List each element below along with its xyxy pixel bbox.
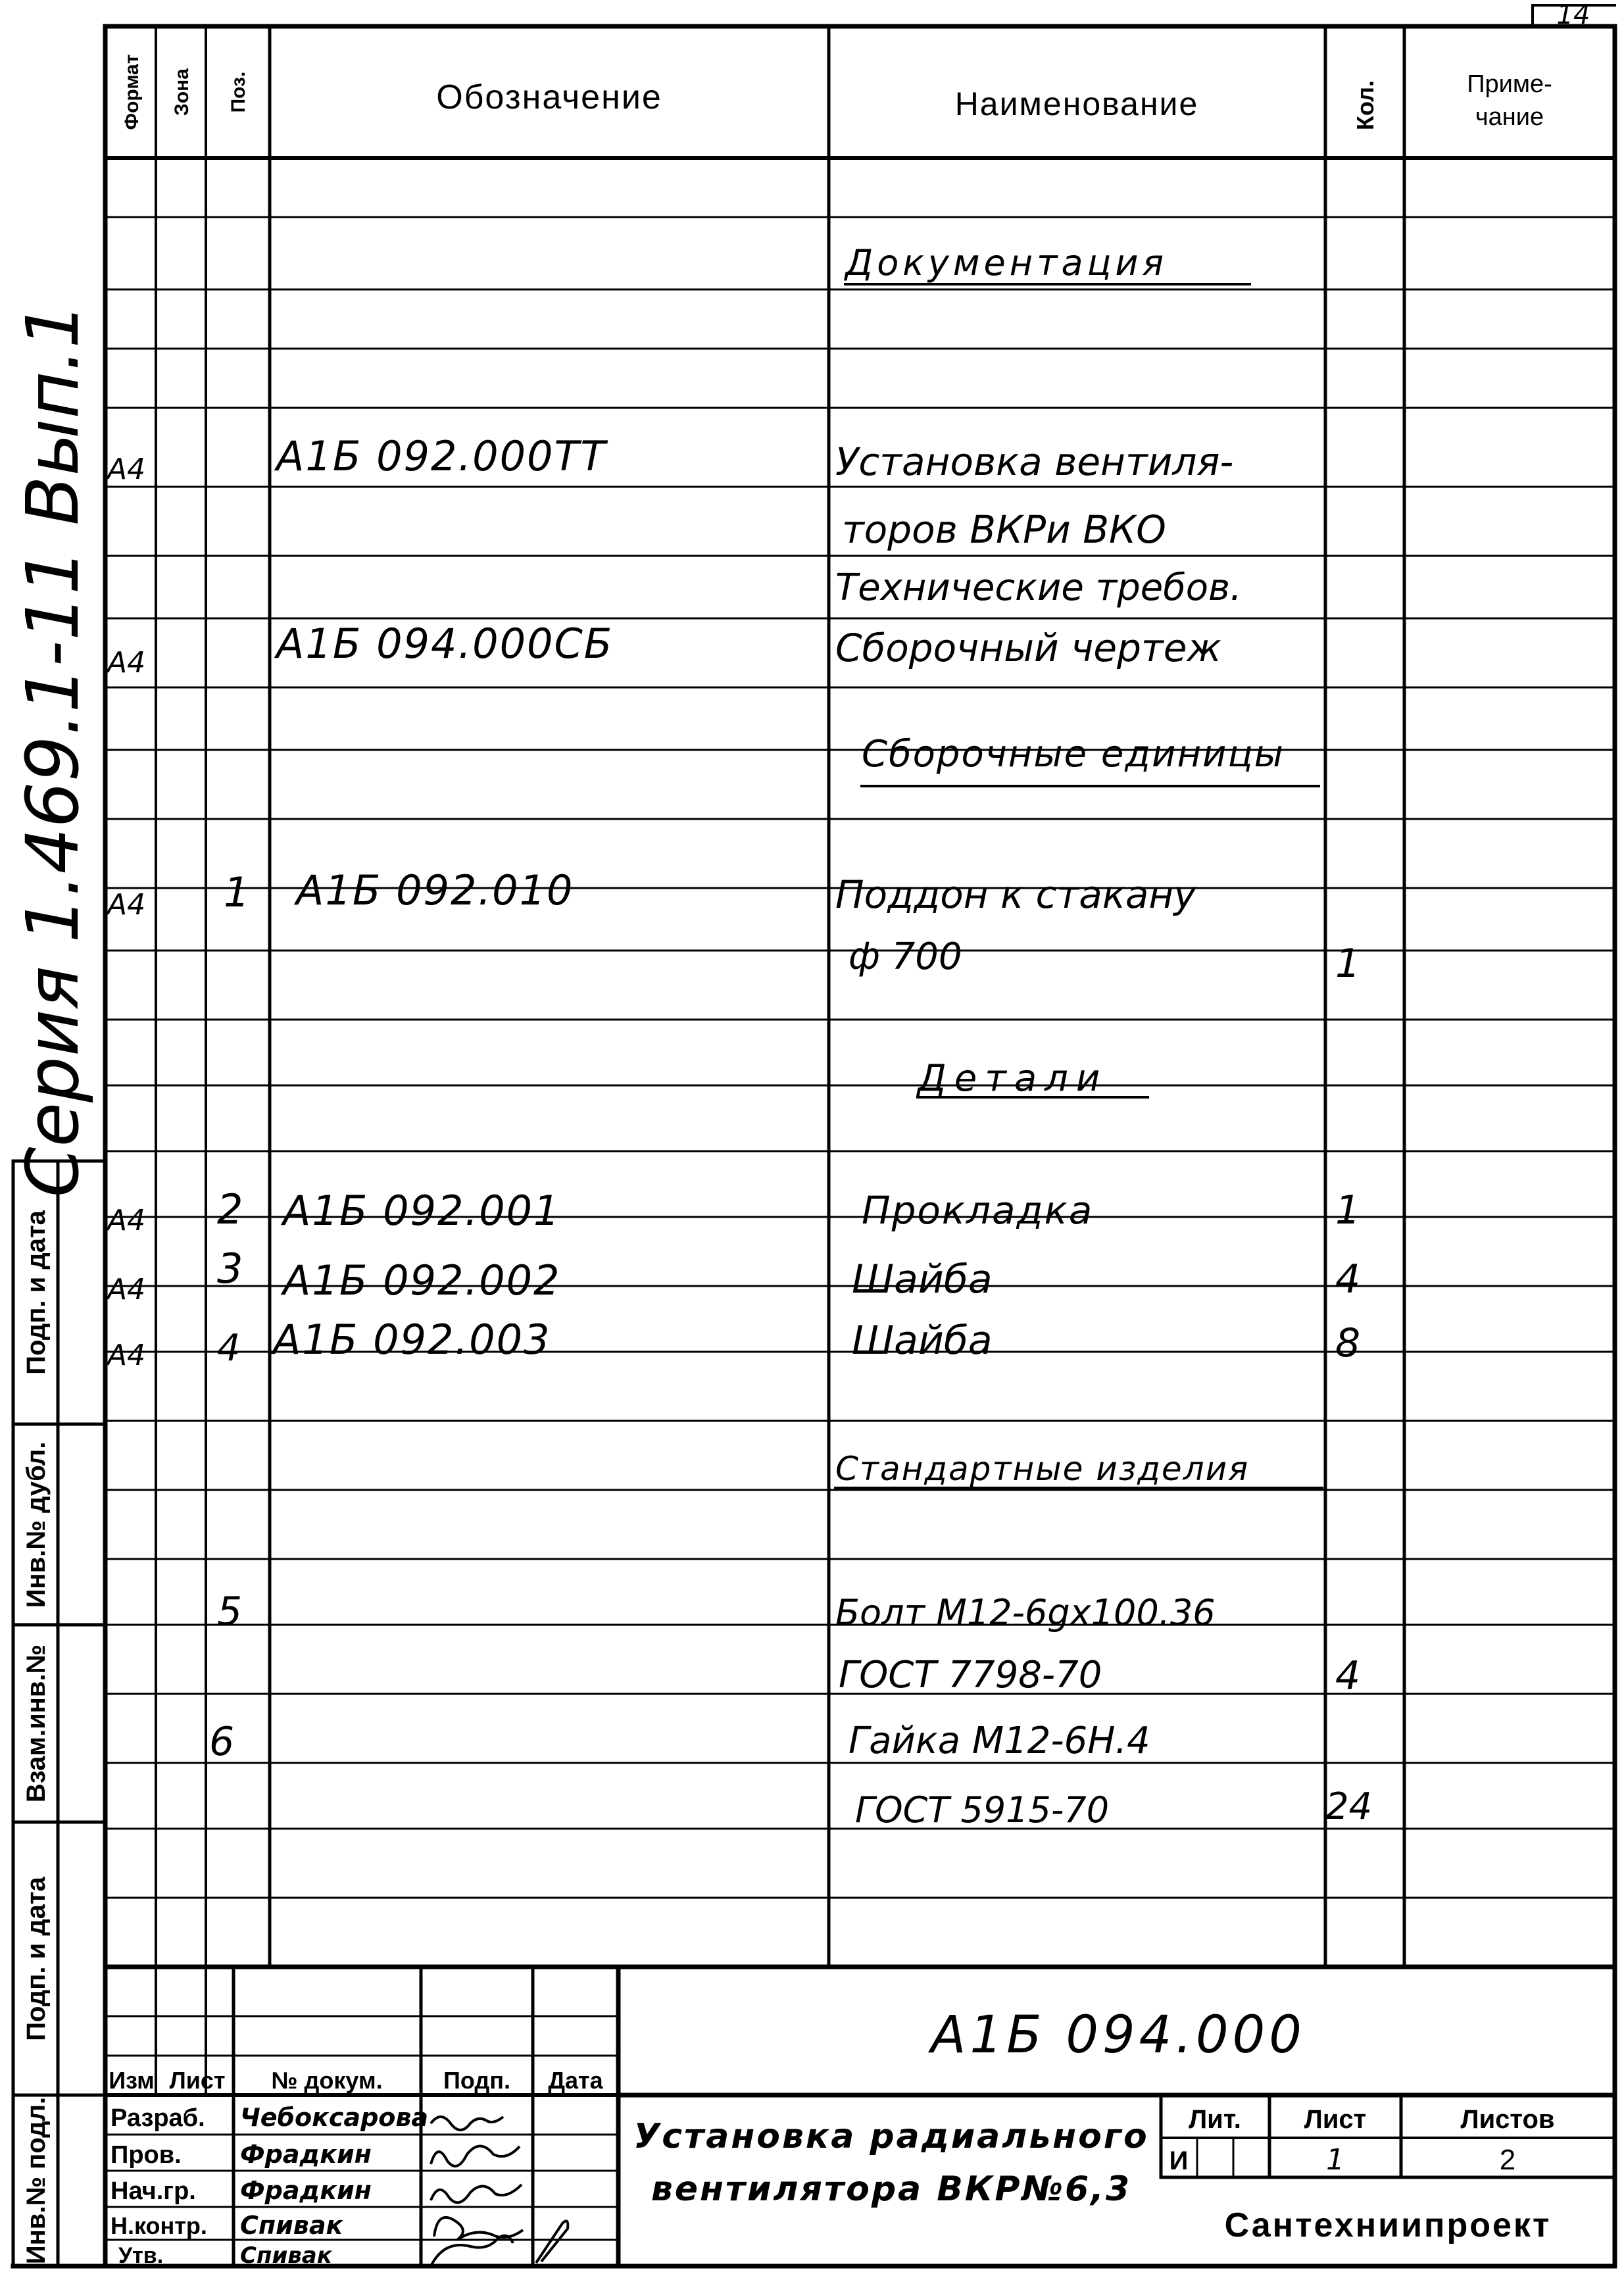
row-name-line3: Технические требов. <box>835 566 1242 609</box>
header-name: Наименование <box>954 86 1199 122</box>
row-name: Прокладка <box>862 1188 1094 1233</box>
sheets-value: 2 <box>1499 2144 1516 2176</box>
header-note-line1: Приме- <box>1467 70 1552 98</box>
section-parts: Детали <box>918 1057 1108 1100</box>
row-pos: 5 <box>217 1589 243 1635</box>
row-name-line1: Поддон к стакану <box>835 872 1196 917</box>
sheet-label: Лист <box>1304 2105 1367 2134</box>
section-standard-items: Стандартные изделия <box>835 1450 1250 1488</box>
title-block <box>105 1967 1615 2269</box>
row-format: А4 <box>107 646 146 680</box>
sheet-frame <box>13 5 1615 2266</box>
table-row-7 <box>217 1589 1360 1699</box>
binding-field-replacement-inv: Взам.инв.№ <box>22 1644 51 1803</box>
signature-group-head <box>431 2185 522 2202</box>
header-format: Формат <box>121 54 143 130</box>
header-zone: Зона <box>171 68 193 116</box>
row-name: Шайба <box>852 1256 993 1302</box>
header-note-line2: чание <box>1475 103 1544 131</box>
signature-checker <box>431 2146 520 2167</box>
document-code: А1Б 094.000 <box>931 2006 1306 2065</box>
signature-developer <box>431 2117 503 2130</box>
binding-field-original-inv: Инв.№ подл. <box>22 2096 51 2265</box>
table-row-8 <box>209 1719 1372 1831</box>
section-assembly-units: Сборочные единицы <box>862 733 1285 776</box>
row-pos: 2 <box>217 1185 243 1233</box>
row-qty: 24 <box>1325 1785 1373 1828</box>
sheet-number: 14 <box>1556 0 1590 30</box>
header-pos: Поз. <box>228 71 249 113</box>
lit-label: Лит. <box>1189 2105 1241 2134</box>
table-row-5 <box>105 1245 1360 1306</box>
row-format: А4 <box>107 1273 146 1306</box>
col-list: Лист <box>169 2067 226 2094</box>
row-format: А4 <box>107 453 146 486</box>
series-note: Серия 1.469.1-11 Вып.1 <box>11 302 95 1198</box>
row-pos: 1 <box>224 868 250 916</box>
binding-field-duplicate-inv: Инв.№ дубл. <box>22 1441 51 1608</box>
row-name-line1: Болт М12-6gх100.36 <box>835 1592 1216 1633</box>
row-name-line2: торов ВКРи ВКО <box>842 507 1166 552</box>
row-pos: 4 <box>217 1327 241 1370</box>
table-row-1 <box>105 432 1242 609</box>
binding-field-signature-date-2: Подп. и дата <box>22 1877 51 2041</box>
row-name: Сборочный чертеж <box>835 626 1221 670</box>
header-designation: Обозначение <box>436 78 662 116</box>
row-qty: 4 <box>1335 1256 1361 1302</box>
sheet-value: 1 <box>1326 2143 1344 2177</box>
person-approver: Спивак <box>240 2242 332 2269</box>
sheets-label: Листов <box>1460 2105 1555 2134</box>
col-izm: Изм <box>109 2067 155 2094</box>
row-pos: 3 <box>217 1245 243 1293</box>
handwritten-signatures <box>431 2117 568 2266</box>
col-signature: Подп. <box>443 2067 510 2094</box>
person-developer: Чебоксарова <box>240 2103 429 2132</box>
organization-name: Сантехниипроект <box>1224 2206 1552 2244</box>
row-name-line1: Установка вентиля- <box>835 439 1234 484</box>
row-name: Шайба <box>852 1318 993 1364</box>
role-norm-control: Н.контр. <box>111 2212 207 2239</box>
binding-field-signature-date-1: Подп. и дата <box>22 1210 51 1375</box>
row-format: А4 <box>107 1204 146 1237</box>
row-qty: 1 <box>1335 1187 1361 1233</box>
row-qty: 1 <box>1335 941 1361 987</box>
col-doc-number: № докум. <box>271 2067 383 2094</box>
signature-date-mark <box>536 2221 568 2263</box>
row-designation: А1Б 092.002 <box>283 1256 561 1304</box>
col-date: Дата <box>548 2067 603 2094</box>
table-row-2 <box>105 620 1221 680</box>
person-group-head: Фрадкин <box>240 2176 372 2205</box>
row-name-line2: ГОСТ 7798-70 <box>839 1654 1102 1696</box>
header-qty: Кол. <box>1352 80 1379 130</box>
row-format: А4 <box>107 888 146 922</box>
row-format: А4 <box>107 1339 146 1372</box>
row-designation: А1Б 094.000СБ <box>276 620 614 668</box>
section-documentation: Документация <box>845 242 1168 284</box>
table-header <box>121 54 1552 131</box>
row-qty: 8 <box>1335 1320 1361 1366</box>
sheet-number-box <box>1557 0 1590 30</box>
person-checker: Фрадкин <box>240 2140 372 2169</box>
row-pos: 6 <box>209 1719 235 1765</box>
binding-strip <box>13 1161 105 2266</box>
role-group-head: Нач.гр. <box>111 2177 196 2205</box>
row-designation: А1Б 092.001 <box>283 1187 561 1235</box>
table-row-6 <box>105 1316 1360 1372</box>
row-name-line2: ГОСТ 5915-70 <box>855 1789 1110 1831</box>
table-row-4 <box>105 1185 1360 1237</box>
role-developer: Разраб. <box>111 2104 205 2132</box>
lit-value: И <box>1169 2146 1189 2175</box>
row-designation: А1Б 092.003 <box>273 1316 551 1364</box>
row-designation: А1Б 092.000ТТ <box>276 432 607 480</box>
row-qty: 4 <box>1335 1653 1361 1699</box>
role-approver: Утв. <box>118 2243 164 2268</box>
drawing-title-line1: Установка радиального <box>633 2117 1149 2156</box>
role-checker: Пров. <box>111 2141 182 2169</box>
row-designation: А1Б 092.010 <box>296 866 574 914</box>
table-row-3 <box>105 866 1360 987</box>
row-name-line1: Гайка М12-6Н.4 <box>849 1719 1150 1762</box>
person-norm-control: Спивак <box>240 2211 343 2240</box>
row-name-line2: ф 700 <box>849 935 962 978</box>
drawing-title-line2: вентилятора ВКР№6,3 <box>651 2169 1132 2209</box>
